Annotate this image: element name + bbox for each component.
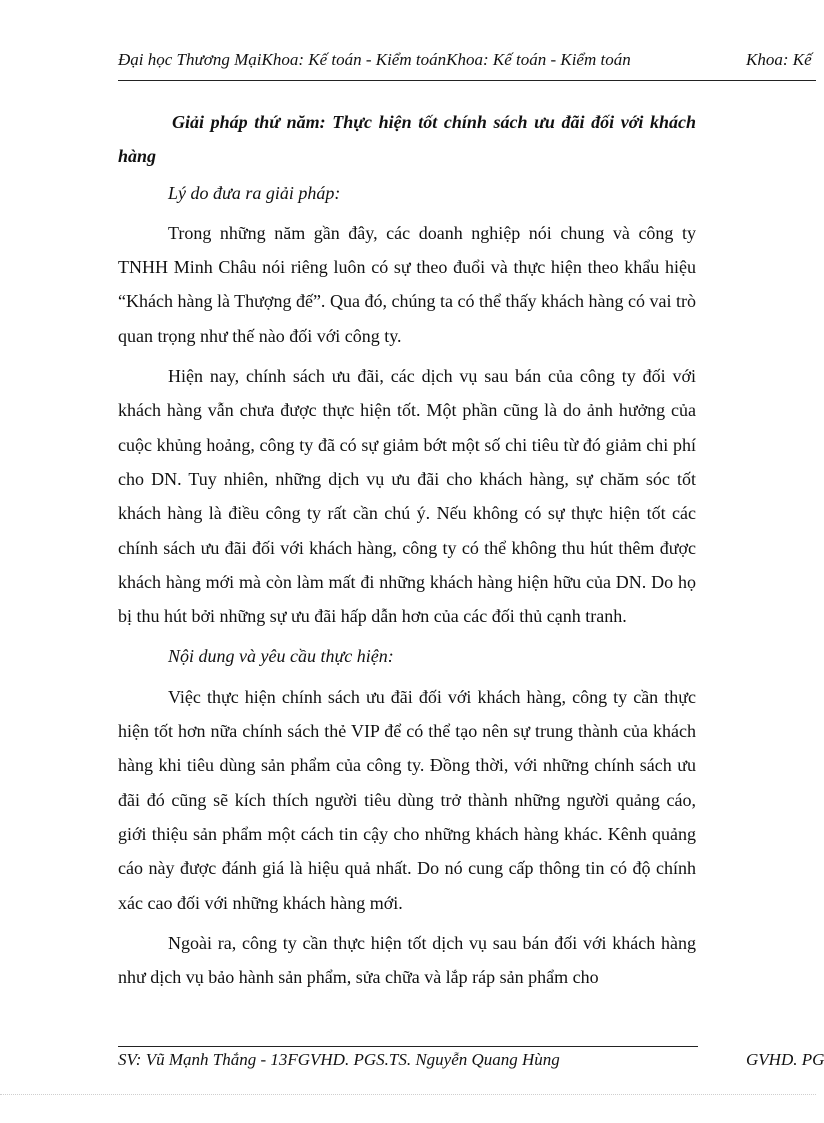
reason-subheading: Lý do đưa ra giải pháp: [168, 182, 341, 203]
footer-right-text: GVHD. PG [746, 1050, 824, 1069]
page-bottom-dotted-line [0, 1094, 816, 1095]
content-subheading: Nội dung và yêu cầu thực hiện: [168, 646, 394, 667]
body-paragraph: Hiện nay, chính sách ưu đãi, các dịch vụ sau bán của công ty đối với khách hàng vẫn chưa được thực hiện tốt. Một phần cũng là do ảnh hưởng của cuộc khủng hoảng, công ty đã có sự giảm bớt một số chi tiêu từ đó giảm chi phí cho DN. Tuy nhiên, những dịch vụ ưu đãi cho khách hàng, sự chăm sóc tốt khách hàng là điều công ty rất cần chú ý. Nếu không có sự thực hiện tốt các chính sách ưu đãi đối với khách hàng, công ty có thể không thu hút thêm được khách hàng mới mà còn làm mất đi những khách hàng hiện hữu của DN. Do họ bị thu hút bởi những sự ưu đãi hấp dẫn hơn của các đối thủ cạnh tranh. [118, 366, 696, 627]
body-paragraph: Việc thực hiện chính sách ưu đãi đối với khách hàng, công ty cần thực hiện tốt hơn nữa chính sách thẻ VIP để có thể tạo nên sự trung thành của khách hàng khi tiêu dùng sản phẩm của công ty. Đồng thời, với những chính sách ưu đãi đó cũng sẽ kích thích người tiêu dùng trở thành những người quảng cáo, giới thiệu sản phẩm một cách tin cậy cho những khách hàng khác. Kênh quảng cáo này được đánh giá là hiệu quả nhất. Do nó cung cấp thông tin có độ chính xác cao đối với những khách hàng mới. [118, 686, 696, 913]
page-header [118, 50, 816, 76]
footer-divider [118, 1046, 698, 1047]
header-right-text: Khoa: Kế [746, 50, 812, 69]
section-heading: Giải pháp thứ năm: Thực hiện tốt chính sách ưu đãi đối với khách hàng [118, 112, 696, 167]
body-paragraph: Ngoài ra, công ty cần thực hiện tốt dịch vụ sau bán đối với khách hàng như dịch vụ bảo hành sản phẩm, sửa chữa và lắp ráp sản phẩm cho [118, 932, 696, 988]
footer-left-text: SV: Vũ Mạnh Thắng - 13FGVHD. PGS.TS. Nguyễn Quang Hùng [118, 1050, 560, 1069]
body-paragraph: Trong những năm gần đây, các doanh nghiệp nói chung và công ty TNHH Minh Châu nói riêng luôn có sự theo đuổi và thực hiện theo khẩu hiệu “Khách hàng là Thượng đế”. Qua đó, chúng ta có thể thấy khách hàng có vai trò quan trọng như thế nào đối với công ty. [118, 222, 696, 346]
header-divider [118, 80, 816, 81]
header-left-text: Đại học Thương MạiKhoa: Kế toán - Kiểm toánKhoa: Kế toán - Kiểm toán [118, 50, 631, 69]
page-footer [118, 1050, 824, 1076]
document-body [118, 105, 696, 1000]
